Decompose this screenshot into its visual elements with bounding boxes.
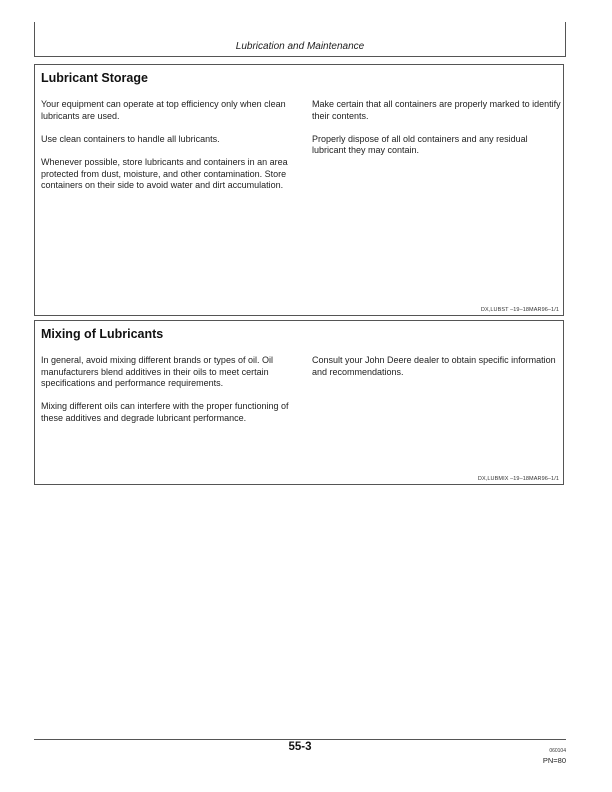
document-code: DX,LUBMIX –19–18MAR96–1/1: [477, 476, 559, 482]
left-column: [41, 99, 293, 203]
right-column: [312, 355, 564, 390]
document-code: DX,LUBST –19–18MAR96–1/1: [480, 307, 559, 313]
right-column: [312, 99, 564, 169]
paragraph: Make certain that all containers are properly marked to identify their contents.: [312, 99, 561, 121]
paragraph: Your equipment can operate at top efficiency only when clean lubricants are used.: [41, 99, 286, 121]
footer-rule: [34, 739, 566, 740]
date-code: 060104: [549, 748, 566, 754]
paragraph: In general, avoid mixing different brands or types of oil. Oil manufacturers blend additives in their oils to meet certain specifications and performance requirements.: [41, 355, 273, 389]
paragraph: Consult your John Deere dealer to obtain specific information and recommendations.: [312, 355, 556, 377]
section-title: Mixing of Lubricants: [41, 327, 164, 341]
pn-label: PN=80: [542, 756, 566, 765]
left-column: [41, 355, 293, 436]
paragraph: Mixing different oils can interfere with the proper functioning of these additives and degrade lubricant performance.: [41, 401, 289, 423]
section-mixing-of-lubricants: [34, 320, 564, 485]
paragraph: Use clean containers to handle all lubricants.: [41, 133, 220, 144]
header-rule: [34, 56, 566, 57]
page-number: 55-3: [288, 741, 312, 753]
paragraph: Properly dispose of all old containers and any residual lubricant they may contain.: [312, 133, 528, 156]
running-header: Lubrication and Maintenance: [235, 41, 365, 52]
section-lubricant-storage: [34, 64, 564, 316]
paragraph: Whenever possible, store lubricants and containers in an area protected from dust, moisture, and other contamination. Store containers on their side to avoid water and dirt accumulation.: [41, 156, 288, 191]
section-title: Lubricant Storage: [41, 71, 148, 85]
